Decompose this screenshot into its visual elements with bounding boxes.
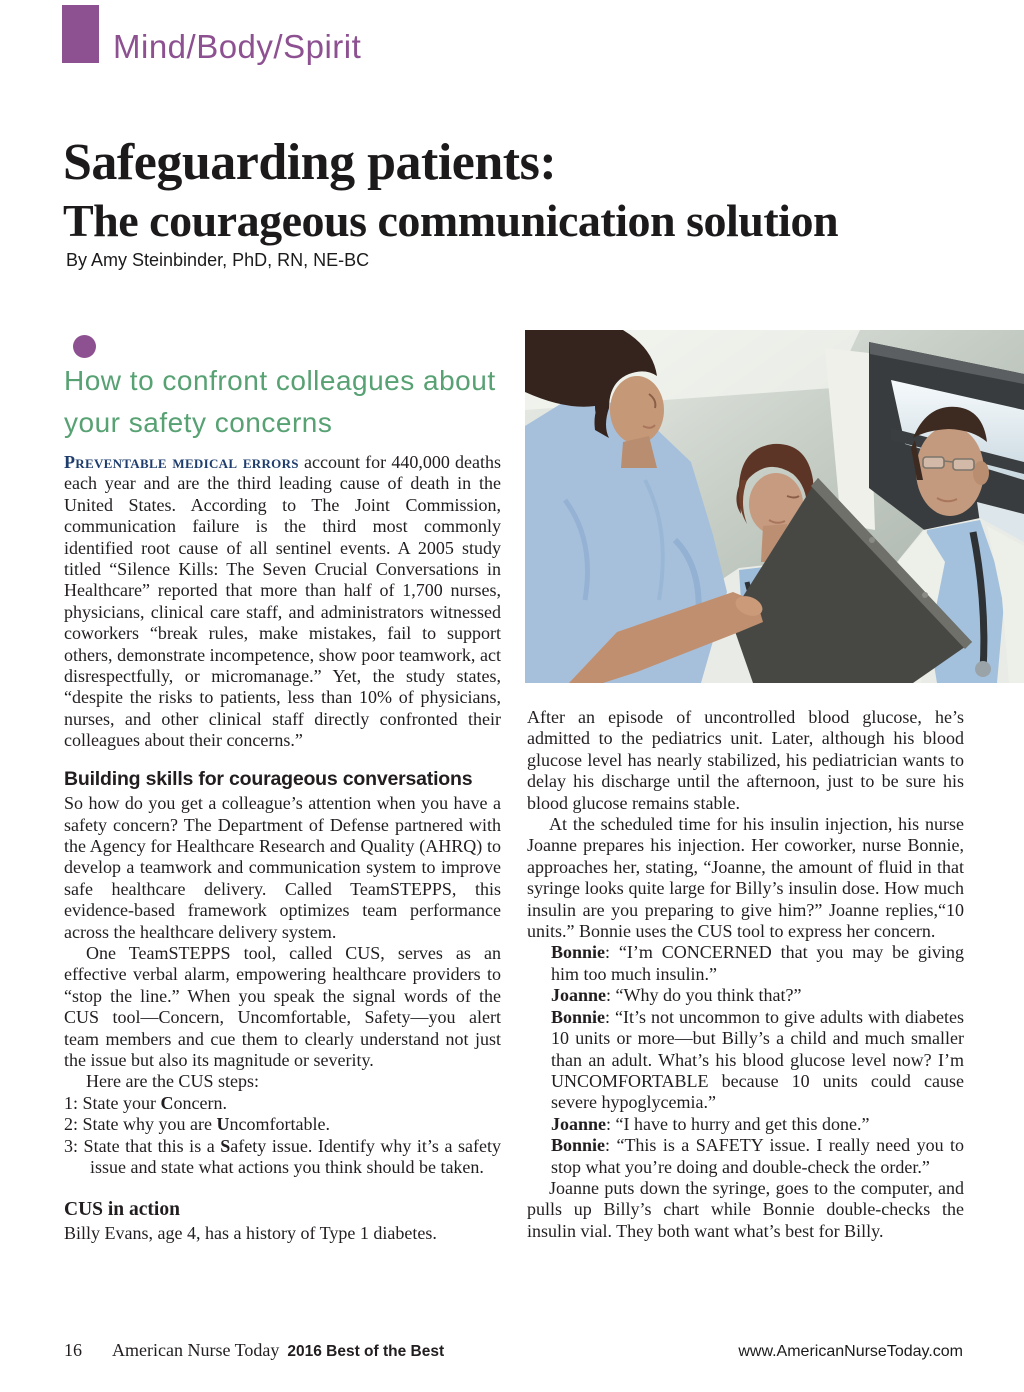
footer-left xyxy=(64,1340,444,1361)
step-text: State your xyxy=(78,1092,161,1113)
step-number: 1: xyxy=(64,1092,79,1113)
cus-step-1 xyxy=(64,1093,501,1114)
speaker-name: Joanne xyxy=(551,985,607,1006)
dialogue-text: : “It’s not uncommon to give adults with diabetes 10 units or more—but Billy’s a child and much smaller than an adult. What’s his blood glucose level now? I’m UNCOMFORTABLE because 10 units could cause severe hypoglycemia.” xyxy=(551,1006,964,1113)
dialogue-text: : “Why do you think that?” xyxy=(606,985,802,1006)
section-heading-cus-in-action: CUS in action xyxy=(64,1199,180,1221)
cus-step-2 xyxy=(64,1114,501,1135)
category-marker-square xyxy=(62,5,99,63)
article-title-line2: The courageous communication solution xyxy=(63,194,839,246)
step-number: 2: xyxy=(64,1114,79,1135)
paragraph: Billy Evans, age 4, has a history of Type 1 diabetes. xyxy=(64,1222,437,1243)
publication-name: American Nurse Today xyxy=(112,1340,280,1360)
dialogue-text: : “I have to hurry and get this done.” xyxy=(606,1113,870,1134)
dialogue-line xyxy=(551,985,964,1006)
paragraph: At the scheduled time for his insulin injection, his nurse Joanne prepares his injection. Her coworker, nurse Bonnie, approaches her, stating, “Joanne, the amount of fluid in that syringe looks quite large for Billy’s insulin dose. How much insulin are you preparing to give him?” Joanne replies,“10 units.” Bonnie uses the CUS tool to express her concern. xyxy=(527,814,964,942)
edition-label: 2016 Best of the Best xyxy=(287,1343,445,1360)
paragraph-cus-steps-intro: Here are the CUS steps: xyxy=(86,1071,259,1092)
dialogue-block xyxy=(551,942,964,1177)
dialogue-line xyxy=(551,1135,964,1178)
category-label: Mind/Body/Spirit xyxy=(113,28,362,65)
step-keyletter: S xyxy=(220,1135,231,1156)
clinicians-photo-art xyxy=(525,330,1024,683)
dialogue-line xyxy=(551,1007,964,1114)
step-text: State that this is a xyxy=(78,1135,221,1156)
byline: By Amy Steinbinder, PhD, RN, NE-BC xyxy=(66,250,370,270)
step-text: oncern. xyxy=(173,1092,227,1113)
speaker-name: Bonnie xyxy=(551,1006,606,1027)
step-keyletter: U xyxy=(216,1114,230,1135)
dialogue-text: : “I’m CONCERNED that you may be giving him too much insulin.” xyxy=(551,942,964,984)
dialogue-line xyxy=(551,942,964,985)
speaker-name: Bonnie xyxy=(551,1135,606,1156)
clinicians-photo xyxy=(525,330,1024,683)
dialogue-text: : “This is a SAFETY issue. I really need you to stop what you’re doing and double-check the order.” xyxy=(551,1135,964,1177)
dialogue-line xyxy=(551,1114,964,1135)
kicker-line1: How to confront colleagues about xyxy=(64,365,496,396)
section-heading-building-skills: Building skills for courageous conversations xyxy=(64,767,473,790)
step-text: ncomfortable. xyxy=(229,1114,330,1135)
article-title xyxy=(63,134,983,246)
article-title-line1: Safeguarding patients: xyxy=(63,134,557,192)
lead-smallcaps: Preventable medical errors xyxy=(64,452,299,472)
page-number: 16 xyxy=(64,1340,82,1360)
cus-step-3 xyxy=(64,1136,501,1179)
step-text: State why you are xyxy=(78,1114,217,1135)
paragraph: So how do you get a colleague’s attention when you have a safety concern? The Department of Defense partnered with the Agency for Healthcare Research and Quality (AHRQ) to develop a teamwork and communication system to improve safe healthcare delivery. Called TeamSTEPPS, this evidence-based framework optimizes team performance across the healthcare delivery system. xyxy=(64,793,501,942)
step-number: 3: xyxy=(64,1135,79,1156)
kicker-line2: your safety concerns xyxy=(64,407,333,438)
paragraph: Joanne puts down the syringe, goes to the computer, and pulls up Billy’s chart while Bonnie double-checks the insulin vial. They both want what’s best for Billy. xyxy=(527,1177,964,1241)
right-column xyxy=(527,707,964,1242)
paragraph-lead xyxy=(64,452,501,752)
kicker xyxy=(64,360,504,444)
speaker-name: Bonnie xyxy=(551,942,606,963)
paragraph-lead-rest: account for 440,000 deaths each year and are the third leading cause of death in the United States. According to The Joint Commission, communication failure is the third most commonly identified root cause of all sentinel events. A 2005 study titled “Silence Kills: The Seven Crucial Conversations in Healthcare” reported that more than half of 1,700 nurses, physicians, clinical care staff, and administrators witnessed coworkers “break rules, make mistakes, fail to support others, demonstrate incompetence, show poor teamwork, act disrespectfully, or micromanage.” Yet, the study states, “despite the risks to patients, less than 10% of physicians, nurses, and other clinical staff directly confronted their colleagues about their concerns.” xyxy=(64,452,501,751)
footer-website: www.AmericanNurseToday.com xyxy=(738,1343,963,1360)
step-text: afety issue. Identify why it’s a safety issue and state what actions you think should be taken. xyxy=(90,1135,501,1177)
page-footer xyxy=(64,1340,963,1361)
paragraph: After an episode of uncontrolled blood glucose, he’s admitted to the pediatrics unit. Later, although his blood glucose level has nearly stabilized, his pediatrician wants to delay his discharge until the afternoon, just to be sure his blood glucose remains stable. xyxy=(527,707,964,813)
paragraph: One TeamSTEPPS tool, called CUS, serves as an effective verbal alarm, empowering healthcare providers to “stop the line.” When you speak the signal words of the CUS tool—Concern, Uncomfortable, Safety—you alert team members and cue them to clearly understand not just the issue but also its magnitude or severity. xyxy=(64,942,501,1070)
speaker-name: Joanne xyxy=(551,1113,607,1134)
section-bullet-icon xyxy=(73,335,96,358)
left-column xyxy=(64,452,501,1244)
step-keyletter: C xyxy=(160,1092,174,1113)
